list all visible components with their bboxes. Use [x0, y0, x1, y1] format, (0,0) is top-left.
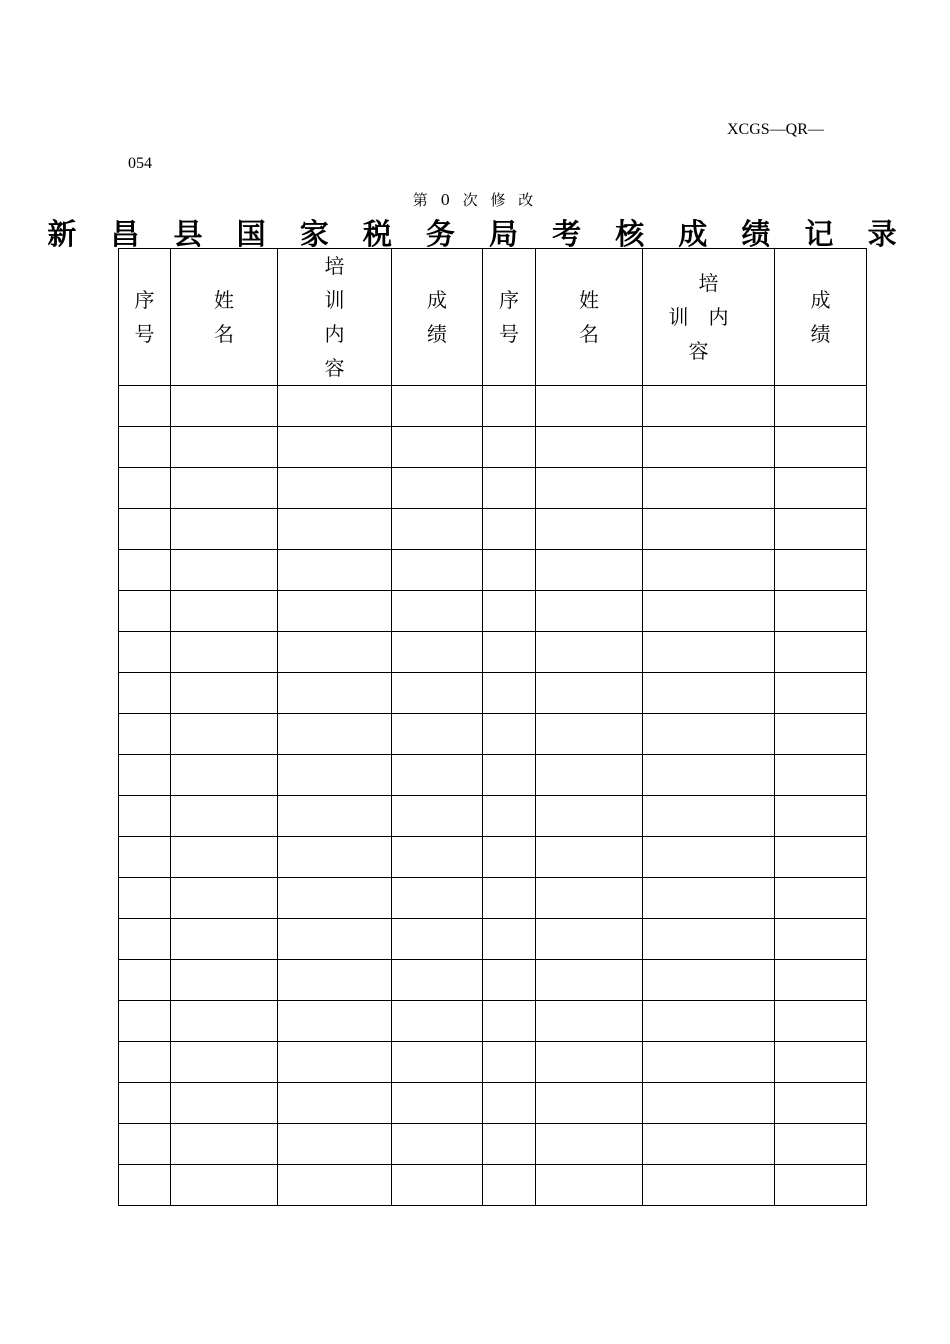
- header-score-2: 成绩: [775, 249, 867, 386]
- table-cell[interactable]: [392, 509, 483, 550]
- table-row: [119, 591, 867, 632]
- table-cell[interactable]: [775, 755, 867, 796]
- table-cell[interactable]: [119, 509, 171, 550]
- header-seq-2: 序号: [483, 249, 536, 386]
- table-cell[interactable]: [643, 755, 775, 796]
- table-cell[interactable]: [775, 427, 867, 468]
- table-cell[interactable]: [536, 550, 643, 591]
- header-score: 成绩: [392, 249, 483, 386]
- table-row: [119, 796, 867, 837]
- table-cell[interactable]: [643, 632, 775, 673]
- table-cell[interactable]: [278, 878, 392, 919]
- table-cell[interactable]: [483, 1124, 536, 1165]
- table-cell[interactable]: [278, 550, 392, 591]
- table-cell[interactable]: [483, 837, 536, 878]
- table-cell[interactable]: [119, 837, 171, 878]
- table-cell[interactable]: [536, 796, 643, 837]
- table-cell[interactable]: [392, 755, 483, 796]
- table-body: [119, 386, 867, 1206]
- table-cell[interactable]: [483, 386, 536, 427]
- table-cell[interactable]: [483, 919, 536, 960]
- table-row: [119, 1165, 867, 1206]
- table-cell[interactable]: [119, 1165, 171, 1206]
- table-cell[interactable]: [278, 1165, 392, 1206]
- table-cell[interactable]: [536, 1124, 643, 1165]
- table-cell[interactable]: [119, 1083, 171, 1124]
- table-cell[interactable]: [483, 468, 536, 509]
- table-row: [119, 755, 867, 796]
- table-row: [119, 673, 867, 714]
- table-cell[interactable]: [119, 755, 171, 796]
- table-cell[interactable]: [171, 1083, 278, 1124]
- table-cell[interactable]: [643, 386, 775, 427]
- table-cell[interactable]: [119, 1124, 171, 1165]
- table-row: [119, 509, 867, 550]
- table-cell[interactable]: [278, 632, 392, 673]
- table-row: [119, 1042, 867, 1083]
- table-cell[interactable]: [536, 878, 643, 919]
- document-code-number: 054: [128, 155, 152, 172]
- table-cell[interactable]: [278, 1001, 392, 1042]
- table-cell[interactable]: [278, 919, 392, 960]
- table-cell[interactable]: [536, 1083, 643, 1124]
- table-cell[interactable]: [278, 960, 392, 1001]
- revision-note: 第 0 次 修 改: [412, 191, 538, 209]
- table-cell[interactable]: [171, 632, 278, 673]
- table-cell[interactable]: [775, 550, 867, 591]
- table-cell[interactable]: [278, 468, 392, 509]
- table-cell[interactable]: [392, 1042, 483, 1083]
- table-cell[interactable]: [392, 673, 483, 714]
- table-cell[interactable]: [643, 673, 775, 714]
- table-cell[interactable]: [536, 632, 643, 673]
- table-cell[interactable]: [171, 837, 278, 878]
- table-cell[interactable]: [171, 550, 278, 591]
- table-cell[interactable]: [775, 919, 867, 960]
- table-cell[interactable]: [483, 591, 536, 632]
- table-cell[interactable]: [775, 878, 867, 919]
- table-cell[interactable]: [483, 632, 536, 673]
- table-cell[interactable]: [392, 878, 483, 919]
- table-row: [119, 386, 867, 427]
- table-cell[interactable]: [278, 509, 392, 550]
- table-cell[interactable]: [119, 1001, 171, 1042]
- table-cell[interactable]: [483, 796, 536, 837]
- table-cell[interactable]: [278, 427, 392, 468]
- table-cell[interactable]: [392, 591, 483, 632]
- table-cell[interactable]: [278, 1083, 392, 1124]
- table-cell[interactable]: [278, 796, 392, 837]
- table-cell[interactable]: [536, 1042, 643, 1083]
- table-cell[interactable]: [643, 1042, 775, 1083]
- table-cell[interactable]: [278, 386, 392, 427]
- table-cell[interactable]: [171, 960, 278, 1001]
- table-cell[interactable]: [171, 796, 278, 837]
- table-cell[interactable]: [392, 427, 483, 468]
- table-cell[interactable]: [536, 427, 643, 468]
- table-cell[interactable]: [536, 714, 643, 755]
- table-cell[interactable]: [536, 468, 643, 509]
- table-cell[interactable]: [536, 755, 643, 796]
- table-cell[interactable]: [775, 509, 867, 550]
- table-row: [119, 550, 867, 591]
- table-row: [119, 1001, 867, 1042]
- table-cell[interactable]: [119, 960, 171, 1001]
- table-cell[interactable]: [392, 632, 483, 673]
- table-cell[interactable]: [278, 714, 392, 755]
- table-cell[interactable]: [278, 673, 392, 714]
- table-cell[interactable]: [483, 427, 536, 468]
- table-cell[interactable]: [483, 1001, 536, 1042]
- table-cell[interactable]: [775, 673, 867, 714]
- table-row: [119, 837, 867, 878]
- table-cell[interactable]: [483, 1083, 536, 1124]
- table-cell[interactable]: [278, 591, 392, 632]
- table-cell[interactable]: [392, 837, 483, 878]
- table-cell[interactable]: [483, 1042, 536, 1083]
- table-cell[interactable]: [536, 1165, 643, 1206]
- table-cell[interactable]: [775, 960, 867, 1001]
- table-cell[interactable]: [643, 1124, 775, 1165]
- table-cell[interactable]: [775, 1083, 867, 1124]
- table-cell[interactable]: [643, 1083, 775, 1124]
- table-row: [119, 960, 867, 1001]
- table-row: [119, 1083, 867, 1124]
- table-cell[interactable]: [392, 1165, 483, 1206]
- table-cell[interactable]: [643, 591, 775, 632]
- table-cell[interactable]: [119, 550, 171, 591]
- table-cell[interactable]: [392, 468, 483, 509]
- table-cell[interactable]: [643, 837, 775, 878]
- table-row: [119, 919, 867, 960]
- table-cell[interactable]: [119, 714, 171, 755]
- score-record-table: [118, 248, 867, 1206]
- table-cell[interactable]: [392, 1083, 483, 1124]
- table-cell[interactable]: [643, 1165, 775, 1206]
- table-cell[interactable]: [775, 468, 867, 509]
- table-cell[interactable]: [643, 960, 775, 1001]
- header-seq: 序号: [119, 249, 171, 386]
- table-cell[interactable]: [643, 714, 775, 755]
- table-cell[interactable]: [278, 837, 392, 878]
- page-title: 新 昌 县 国 家 税 务 局 考 核 成 绩 记 录: [47, 217, 909, 251]
- table-cell[interactable]: [483, 960, 536, 1001]
- table-row: [119, 427, 867, 468]
- table-cell[interactable]: [536, 591, 643, 632]
- table-cell[interactable]: [643, 427, 775, 468]
- table-cell[interactable]: [171, 509, 278, 550]
- table-cell[interactable]: [171, 1001, 278, 1042]
- table-cell[interactable]: [392, 550, 483, 591]
- table-cell[interactable]: [775, 1042, 867, 1083]
- table-cell[interactable]: [775, 1165, 867, 1206]
- table-cell[interactable]: [119, 632, 171, 673]
- table-cell[interactable]: [171, 878, 278, 919]
- table-cell[interactable]: [643, 878, 775, 919]
- table-cell[interactable]: [171, 673, 278, 714]
- table-cell[interactable]: [392, 1001, 483, 1042]
- table-cell[interactable]: [536, 960, 643, 1001]
- table-cell[interactable]: [392, 1124, 483, 1165]
- table-row: [119, 714, 867, 755]
- table-cell[interactable]: [775, 386, 867, 427]
- header-name: 姓名: [171, 249, 278, 386]
- header-name-2: 姓名: [536, 249, 643, 386]
- table-cell[interactable]: [483, 1165, 536, 1206]
- table-cell[interactable]: [392, 796, 483, 837]
- table-cell[interactable]: [643, 1001, 775, 1042]
- table-cell[interactable]: [643, 468, 775, 509]
- table-cell[interactable]: [171, 755, 278, 796]
- table-row: [119, 468, 867, 509]
- table-cell[interactable]: [483, 878, 536, 919]
- table-cell[interactable]: [171, 591, 278, 632]
- table-cell[interactable]: [392, 960, 483, 1001]
- table-cell[interactable]: [119, 1042, 171, 1083]
- table-cell[interactable]: [278, 1124, 392, 1165]
- table-cell[interactable]: [392, 386, 483, 427]
- table-cell[interactable]: [119, 386, 171, 427]
- table-cell[interactable]: [171, 468, 278, 509]
- table-cell[interactable]: [775, 632, 867, 673]
- table-cell[interactable]: [775, 1124, 867, 1165]
- document-code: XCGS—QR—: [727, 121, 824, 138]
- table-cell[interactable]: [536, 386, 643, 427]
- table-cell[interactable]: [536, 509, 643, 550]
- table-cell[interactable]: [171, 714, 278, 755]
- table-cell[interactable]: [775, 837, 867, 878]
- table-cell[interactable]: [643, 796, 775, 837]
- table-cell[interactable]: [536, 919, 643, 960]
- table-cell[interactable]: [171, 427, 278, 468]
- table-cell[interactable]: [643, 550, 775, 591]
- table-cell[interactable]: [483, 550, 536, 591]
- table-cell[interactable]: [119, 468, 171, 509]
- table-cell[interactable]: [775, 1001, 867, 1042]
- table-cell[interactable]: [483, 509, 536, 550]
- table-cell[interactable]: [483, 673, 536, 714]
- table-cell[interactable]: [119, 919, 171, 960]
- table-cell[interactable]: [119, 796, 171, 837]
- table-cell[interactable]: [119, 591, 171, 632]
- table-cell[interactable]: [483, 755, 536, 796]
- table-cell[interactable]: [643, 919, 775, 960]
- table-row: [119, 1124, 867, 1165]
- table-cell[interactable]: [536, 1001, 643, 1042]
- table-cell[interactable]: [775, 591, 867, 632]
- table-cell[interactable]: [278, 1042, 392, 1083]
- table-cell[interactable]: [119, 673, 171, 714]
- table-cell[interactable]: [643, 509, 775, 550]
- header-training-content: 培训内容: [278, 249, 392, 386]
- table-cell[interactable]: [775, 714, 867, 755]
- table-row: [119, 878, 867, 919]
- table-cell[interactable]: [392, 919, 483, 960]
- table-cell[interactable]: [775, 796, 867, 837]
- table-header-row: [119, 249, 867, 386]
- table-cell[interactable]: [483, 714, 536, 755]
- table-cell[interactable]: [171, 1165, 278, 1206]
- table-cell[interactable]: [392, 714, 483, 755]
- table-cell[interactable]: [171, 1124, 278, 1165]
- table-cell[interactable]: [536, 837, 643, 878]
- table-cell[interactable]: [171, 386, 278, 427]
- table-row: [119, 632, 867, 673]
- table-cell[interactable]: [278, 755, 392, 796]
- table-cell[interactable]: [171, 919, 278, 960]
- table-cell[interactable]: [171, 1042, 278, 1083]
- header-training-content-2: 培训内容: [643, 249, 775, 386]
- table-cell[interactable]: [119, 878, 171, 919]
- table-cell[interactable]: [119, 427, 171, 468]
- table-cell[interactable]: [536, 673, 643, 714]
